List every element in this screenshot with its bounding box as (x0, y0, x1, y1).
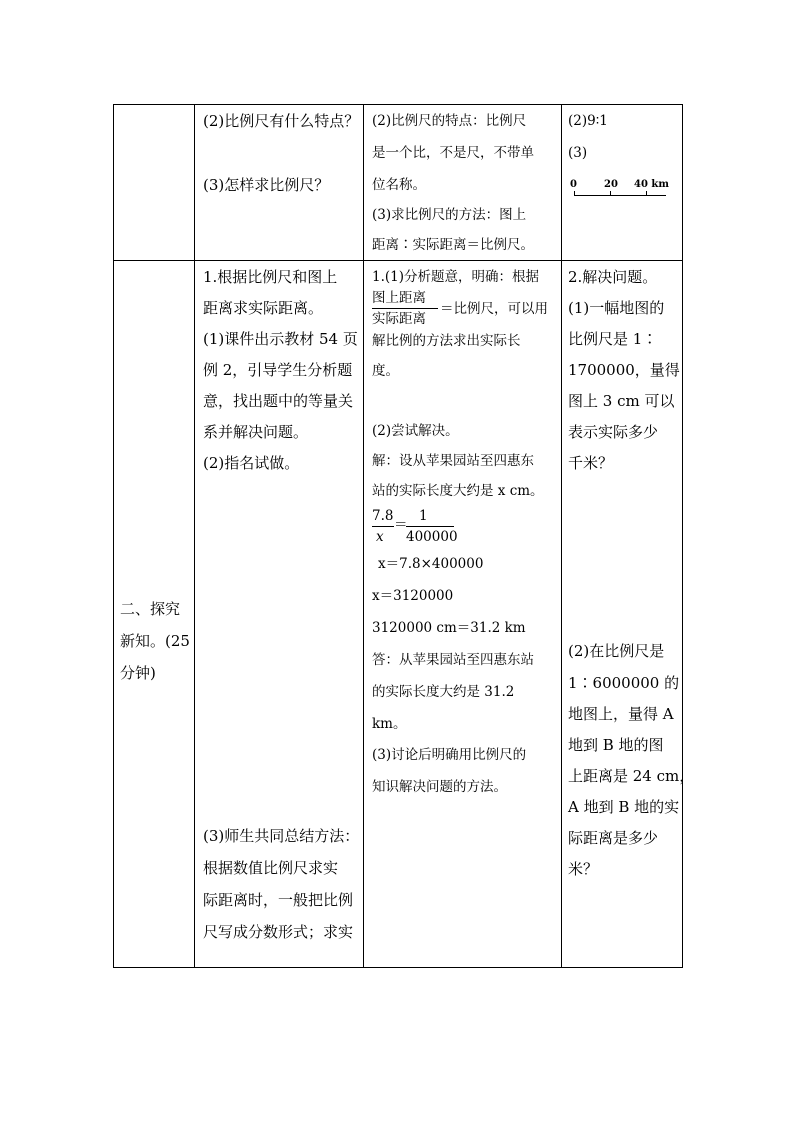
text-line: x＝3120000 (372, 588, 454, 604)
text-line: 距离求实际距离。 (203, 299, 324, 317)
scale-tick (646, 191, 647, 196)
table-row (114, 105, 683, 261)
scale-tick (574, 191, 575, 196)
text-line: 上距离是 24 cm， (568, 767, 695, 785)
text-line: 1∶6000000 的 (568, 674, 680, 692)
text-line: 比例尺是 1∶ (568, 330, 658, 348)
text-line: (1)课件出示教材 54 页 (203, 330, 358, 348)
section-title-line: 二、探究 (120, 600, 181, 618)
text-line: (3)讨论后明确用比例尺的 (372, 747, 527, 763)
text-line: 际距离是多少 (568, 829, 659, 847)
scale-label-40km: 40 km (634, 179, 669, 190)
section-title-line: 分钟) (120, 664, 156, 682)
text-line: 尺写成分数形式；求实 (203, 923, 354, 941)
text-line: 站的实际长度大约是 x cm。 (372, 483, 544, 499)
text-line: 意，找出题中的等量关 (203, 392, 354, 410)
row2-col3-cell (364, 261, 562, 968)
scale-tick (610, 191, 611, 196)
lesson-plan-table (113, 104, 695, 968)
text-line: 2.解决问题。 (568, 268, 658, 286)
text-line: 1.(1)分析题意，明确：根据 (372, 269, 540, 285)
text-line: 的实际长度大约是 31.2 (372, 684, 515, 700)
text-line: A 地到 B 地的实 (568, 798, 680, 816)
scale-label-0: 0 (570, 179, 577, 190)
text-line: 3120000 cm＝31.2 km (372, 620, 526, 636)
text-line: 答：从苹果园站至四惠东站 (372, 652, 534, 668)
text-line: 度。 (372, 363, 399, 379)
equation-den-right: 400000 (406, 529, 458, 545)
equation-equals: ＝ (394, 517, 408, 533)
text-line: 1.根据比例尺和图上 (203, 268, 338, 286)
text-line: 解比例的方法求出实际长 (372, 333, 521, 349)
row2-col2-cell (195, 261, 364, 968)
text-line: 是一个比，不是尺，不带单 (372, 145, 534, 161)
text-line: 位名称。 (372, 177, 426, 193)
text-line: 知识解决问题的方法。 (372, 779, 507, 795)
row1-col4-cell (562, 105, 683, 261)
text-line: 根据数值比例尺求实 (203, 859, 339, 877)
equation-num-right: 1 (419, 508, 428, 524)
text-line: 例 2，引导学生分析题 (203, 361, 353, 379)
table-row (114, 261, 683, 968)
equation-den-left: x (376, 529, 384, 545)
text-line: 1700000，量得 (568, 361, 680, 379)
answer-3: (3) (568, 145, 588, 161)
text-line: (3)求比例尺的方法：图上 (372, 207, 527, 223)
text-line: 图上 3 cm 可以 (568, 392, 675, 410)
text-line: 千米？ (568, 454, 614, 472)
equation-num-left: 7.8 (372, 508, 394, 524)
text-line: (2)在比例尺是 (568, 642, 665, 660)
row2-col1-cell (114, 261, 195, 968)
scale-label-20: 20 (604, 179, 618, 190)
row1-col1-cell (114, 105, 195, 261)
text-line: (1)一幅地图的 (568, 299, 665, 317)
text-line: x＝7.8×400000 (378, 556, 484, 572)
text-line: 解：设从苹果园站至四惠东 (372, 453, 534, 469)
text-line: 系并解决问题。 (203, 423, 309, 441)
text-line: 际距离时，一般把比例 (203, 891, 354, 909)
text-line: 表示实际多少 (568, 423, 659, 441)
text-line: 米？ (568, 860, 599, 878)
fraction-numerator: 图上距离 (372, 290, 426, 306)
text-line: (2)指名试做。 (203, 454, 300, 472)
text-line: 地到 B 地的图 (568, 736, 664, 754)
row2-col4-cell (562, 261, 695, 968)
answer-2: (2)9∶1 (568, 113, 608, 129)
question-3: (3)怎样求比例尺？ (203, 176, 330, 194)
text-line: (3)师生共同总结方法： (203, 827, 360, 845)
text-line: (2)尝试解决。 (372, 423, 459, 439)
text-line: km。 (372, 716, 407, 732)
scale-bar-line (574, 195, 666, 196)
text-line: 距离∶实际距离＝比例尺。 (372, 237, 534, 253)
text-line: (2)比例尺的特点：比例尺 (372, 113, 527, 129)
row1-col2-cell (195, 105, 364, 261)
text-line: ＝比例尺，可以用 (440, 301, 548, 317)
question-2: (2)比例尺有什么特点？ (203, 112, 360, 130)
fraction-denominator: 实际距离 (372, 311, 426, 327)
text-line: 地图上，量得 A (568, 705, 674, 723)
row1-col3-cell (364, 105, 562, 261)
section-title-line: 新知。(25 (120, 632, 190, 650)
